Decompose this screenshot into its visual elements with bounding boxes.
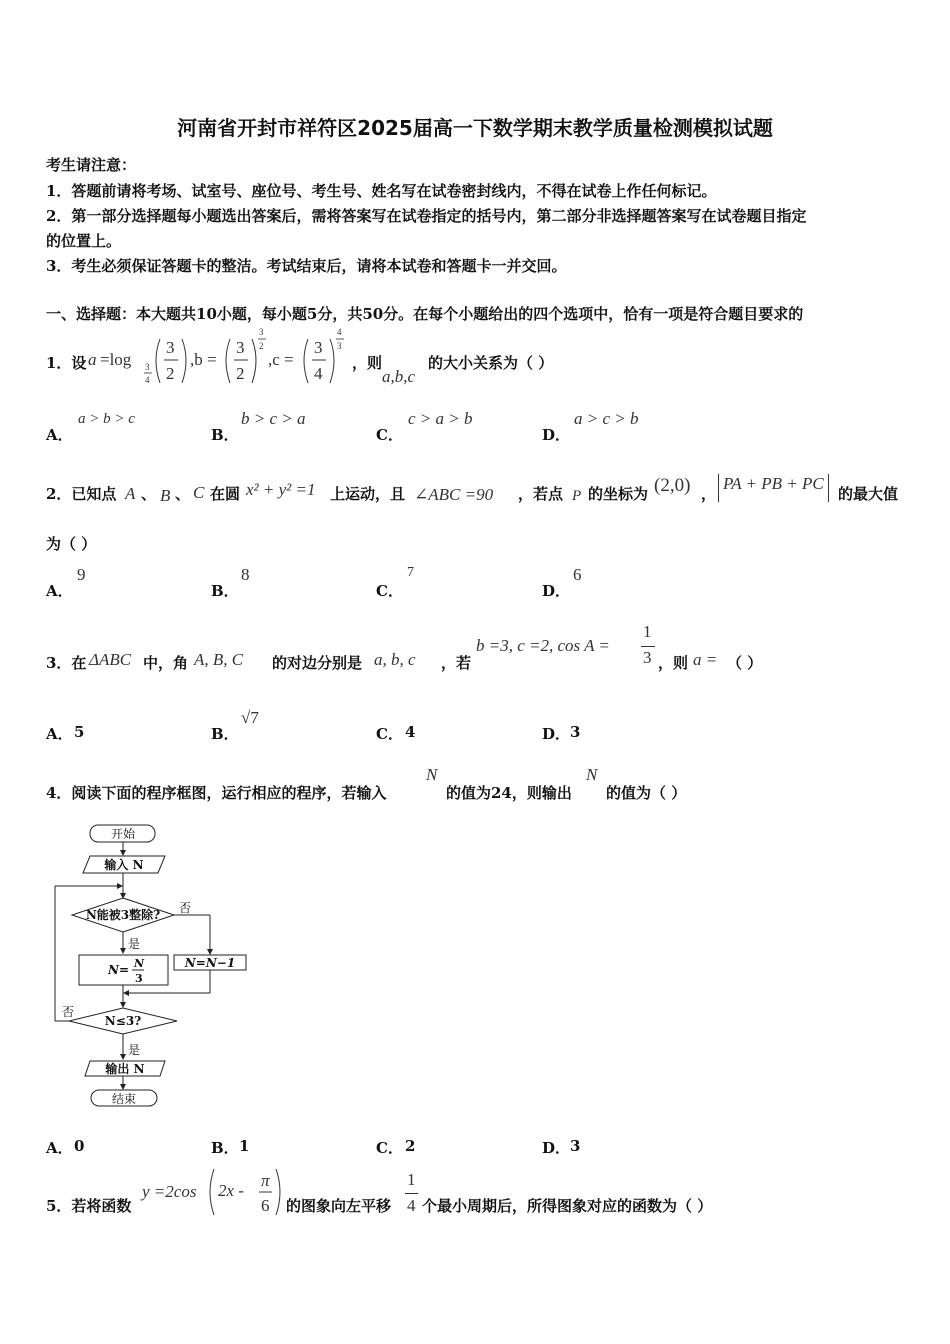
q2-sep-2: 、 (175, 485, 191, 503)
q3-angles: A, B, C (194, 650, 244, 669)
notice-item-1: 1．答题前请将考场、试室号、座位号、考生号、姓名写在试卷密封线内，不得在试卷上作任何标记。 (46, 182, 717, 200)
q2-text-5: ， (701, 485, 717, 503)
flow-assign1-num: N (134, 957, 145, 970)
q1-then: ，则 (352, 354, 383, 372)
q3-ask: a = (693, 650, 718, 669)
q1-c-label: ,c = (268, 350, 294, 369)
q4-option-b-value: 1 (239, 1137, 250, 1155)
q1-option-a-label: A． (46, 426, 73, 444)
q4-option-a-value: 0 (74, 1137, 85, 1155)
q5-pi: π (261, 1171, 270, 1190)
q5-frac-den: 4 (407, 1196, 416, 1215)
q4-option-d-label: D． (542, 1139, 571, 1157)
q5-frac-num: 1 (407, 1170, 416, 1189)
q4-flowchart (48, 818, 258, 1118)
q4-n-output: N (586, 765, 598, 784)
q3-frac-den: 3 (643, 648, 652, 667)
q2-option-c-value: 7 (407, 565, 414, 580)
q2-option-a-value: 9 (77, 565, 86, 584)
q3-option-c-label: C． (376, 725, 403, 743)
q3-text-5: （ ） (727, 654, 763, 672)
flow-assign1: N= (108, 963, 130, 977)
q1-formula (86, 325, 376, 390)
q1-option-a-value: a > b > c (78, 411, 135, 427)
q2-option-b-value: 8 (241, 565, 250, 584)
q4-option-b-label: B． (211, 1139, 239, 1157)
q3-text-1: 中，角 (143, 654, 189, 672)
q3-frac-bar (641, 646, 655, 647)
q5-frac-bar (405, 1193, 418, 1194)
q1-option-d-label: D． (542, 426, 571, 444)
notice-header: 考生请注意： (46, 156, 137, 174)
q5-inner-formula (206, 1166, 284, 1218)
notice-item-3: 3．考生必须保证答题卡的整洁。考试结束后，请将本试卷和答题卡一并交回。 (46, 257, 567, 275)
q3-text-4: ，则 (658, 654, 689, 672)
q2-text-6: 的最大值 (838, 485, 899, 503)
q1-f3-num: 3 (314, 338, 323, 357)
page-title: 河南省开封市祥符区2025届高一下数学期末教学质量检测模拟试题 (177, 116, 773, 140)
q3-option-a-value: 5 (74, 723, 85, 741)
q2-text-7: 为（ ） (46, 535, 97, 553)
flow-no-2: 否 (62, 1005, 75, 1019)
q1-number: 1．设 (46, 354, 87, 372)
q1-b-label: ,b = (190, 350, 217, 369)
q2-angle: ∠ABC =90 (414, 485, 494, 504)
q5-text-2: 个最小周期后，所得图象对应的函数为（ ） (422, 1197, 713, 1215)
q2-text-2: 上运动，且 (330, 485, 406, 503)
q2-option-b-label: B． (211, 582, 239, 600)
q2-option-c-label: C． (376, 582, 403, 600)
q1-vars: a,b,c (382, 367, 416, 386)
q3-number: 3．在 (46, 654, 87, 672)
q1-option-d-value: a > c > b (574, 409, 639, 428)
flow-no-1: 否 (179, 901, 192, 915)
q2-circle: x² + y² =1 (246, 480, 316, 499)
q4-number: 4．阅读下面的程序框图，运行相应的程序，若输入 (46, 784, 387, 802)
q2-sep-1: 、 (141, 485, 157, 503)
flow-yes-1: 是 (128, 937, 141, 951)
flow-cond1: N能被3整除? (85, 908, 161, 922)
q3-triangle: ΔABC (89, 650, 132, 669)
q4-n-input: N (426, 765, 438, 784)
q1-option-b-label: B． (211, 426, 239, 444)
q2-option-a-label: A． (46, 582, 73, 600)
flow-yes-2: 是 (128, 1043, 141, 1057)
q4-option-c-label: C． (376, 1139, 403, 1157)
q2-coord: (2,0) (654, 475, 691, 496)
q1-e2-den: 2 (259, 341, 264, 351)
q1-e3-num: 4 (337, 327, 342, 337)
svg-text:a: a (88, 350, 97, 369)
q3-sides: a, b, c (374, 650, 416, 669)
q5-inner: 2x - (218, 1181, 244, 1200)
q1-f2-den: 2 (236, 364, 245, 383)
q2-number: 2．已知点 (46, 485, 117, 503)
q1-f2-num: 3 (236, 338, 245, 357)
q2-point-b: B (160, 486, 171, 505)
q3-option-c-value: 4 (405, 723, 416, 741)
q4-text-1: 的值为24，则输出 (446, 784, 572, 802)
q4-text-2: 的值为（ ） (606, 784, 687, 802)
flow-cond2: N≤3? (104, 1014, 142, 1028)
q3-frac-num: 1 (643, 622, 652, 641)
q3-text-2: 的对边分别是 (272, 654, 363, 672)
q1-f1-den: 2 (166, 364, 175, 383)
notice-item-2: 2．第一部分选择题每小题选出答案后，需将答案写在试卷指定的括号内，第二部分非选择题答案写在试卷题目指定 (46, 207, 807, 225)
q4-option-c-value: 2 (405, 1137, 416, 1155)
notice-item-2-cont: 的位置上。 (46, 232, 122, 250)
q1-option-b-value: b > c > a (241, 409, 306, 428)
q3-option-d-value: 3 (570, 723, 581, 741)
q1-e2-num: 3 (259, 327, 264, 337)
flow-output: 输出 N (105, 1062, 145, 1076)
q1-ask: 的大小关系为（ ） (428, 354, 554, 372)
q2-point-c: C (193, 483, 205, 502)
q3-option-b-label: B． (211, 725, 239, 743)
q3-option-a-label: A． (46, 725, 73, 743)
q5-number: 5．若将函数 (46, 1197, 132, 1215)
q2-point-p: P (572, 488, 582, 504)
section-heading: 一、选择题：本大题共10小题，每小题5分，共50分。在每个小题给出的四个选项中，恰有一项是符合题目要求的 (46, 305, 804, 323)
q5-text-1: 的图象向左平移 (286, 1197, 392, 1215)
q1-f3-den: 4 (314, 364, 323, 383)
q2-option-d-label: D． (542, 582, 571, 600)
flow-input: 输入 N (104, 858, 144, 872)
q1-option-c-value: c > a > b (408, 409, 473, 428)
q5-pi-den: 6 (261, 1196, 270, 1215)
q2-point-a: A (125, 484, 136, 503)
flow-assign1-den: 3 (135, 972, 143, 985)
flow-start: 开始 (110, 827, 136, 841)
q2-text-1: 在圆 (210, 485, 241, 503)
q1-e3-den: 3 (337, 341, 342, 351)
q2-option-d-value: 6 (573, 565, 582, 584)
q3-option-d-label: D． (542, 725, 571, 743)
q3-condition: b =3, c =2, cos A = (476, 636, 610, 655)
svg-text:=log: =log (100, 350, 132, 369)
q2-text-4: 的坐标为 (588, 485, 649, 503)
flow-end: 结束 (111, 1092, 137, 1106)
q1-base-den: 4 (145, 375, 150, 385)
flow-assign2: N=N−1 (184, 956, 236, 970)
q2-text-3: ，若点 (518, 485, 564, 503)
q1-f1-num: 3 (166, 338, 175, 357)
q1-base-num: 3 (145, 362, 150, 372)
q5-func: y =2cos (142, 1182, 197, 1201)
q3-text-3: ，若 (441, 654, 472, 672)
q3-option-b-value: √7 (241, 708, 259, 727)
q2-vector-sum: PA + PB + PC (718, 474, 829, 502)
q4-option-d-value: 3 (570, 1137, 581, 1155)
q1-option-c-label: C． (376, 426, 403, 444)
q4-option-a-label: A． (46, 1139, 73, 1157)
